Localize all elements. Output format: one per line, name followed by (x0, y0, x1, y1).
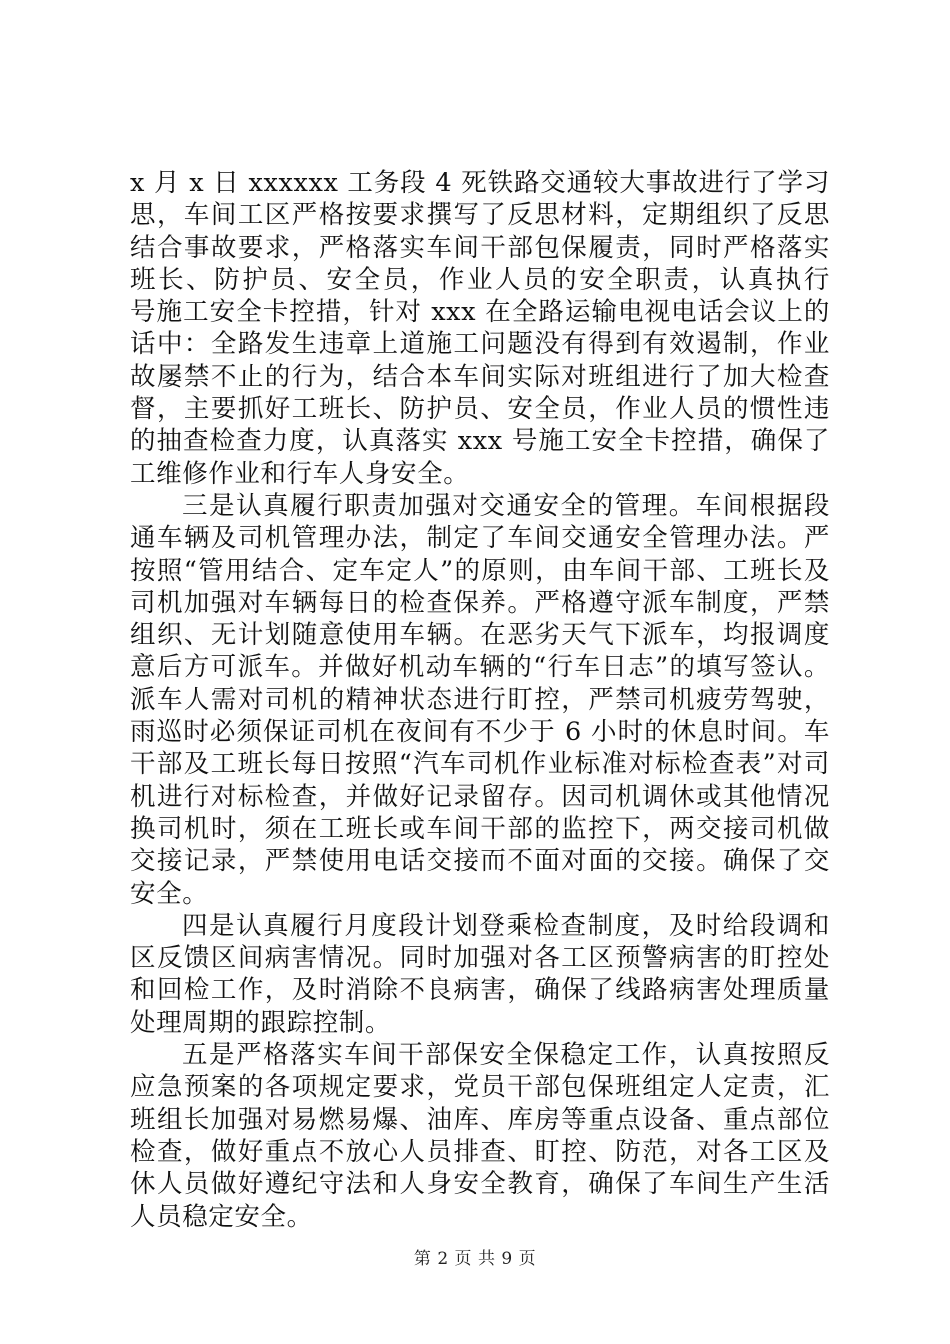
text-line: 的抽查检查力度，认真落实 xxx 号施工安全卡控措，确保了 (130, 426, 830, 457)
paragraph-2 (130, 490, 830, 910)
text-line: 休人员做好遵纪守法和人身安全教育，确保了车间生产生活 (130, 1169, 830, 1200)
text-line: 司机加强对车辆每日的检查保养。严格遵守派车制度，严禁 (130, 587, 830, 618)
page-number-footer: 第 2 页 共 9 页 (413, 1249, 537, 1269)
text-line: 工维修作业和行车人身安全。 (130, 458, 470, 489)
text-line: 机进行对标检查，并做好记录留存。因司机调休或其他情况 (130, 781, 830, 812)
text-line: 应急预案的各项规定要求，党员干部包保班组定人定责，汇 (130, 1072, 830, 1103)
text-line: 督，主要抓好工班长、防护员、安全员，作业人员的惯性违 (130, 394, 830, 425)
text-line: 雨巡时必须保证司机在夜间有不少于 6 小时的休息时间。车 (130, 717, 830, 748)
text-line: 话中：全路发生违章上道施工问题没有得到有效遏制，作业 (130, 329, 830, 360)
paragraph-4 (130, 1039, 830, 1233)
text-line: 派车人需对司机的精神状态进行盯控，严禁司机疲劳驾驶， (130, 684, 830, 715)
text-line: 组织、无计划随意使用车辆。在恶劣天气下派车，均报调度 (130, 620, 830, 651)
text-line: 按照“管用结合、定车定人”的原则，由车间干部、工班长及 (130, 555, 830, 586)
text-line: 五是严格落实车间干部保安全保稳定工作，认真按照反 (182, 1040, 830, 1071)
text-line: 故屡禁不止的行为，结合本车间实际对班组进行了加大检查 (130, 361, 830, 392)
text-line: 四是认真履行月度段计划登乘检查制度，及时给段调和 (182, 910, 830, 941)
text-line: 结合事故要求，严格落实车间干部包保履责，同时严格落实 (130, 232, 830, 263)
text-line: 和回检工作，及时消除不良病害，确保了线路病害处理质量 (130, 975, 830, 1006)
text-line: 三是认真履行职责加强对交通安全的管理。车间根据段 (182, 490, 830, 521)
text-line: 班长、防护员、安全员，作业人员的安全职责，认真执行 (130, 264, 830, 295)
paragraph-3 (130, 910, 830, 1039)
text-line: 处理周期的跟踪控制。 (130, 1007, 392, 1038)
text-line: 安全。 (130, 878, 209, 909)
text-line: 换司机时，须在工班长或车间干部的监控下，两交接司机做 (130, 813, 830, 844)
text-line: 号施工安全卡控措，针对 xxx 在全路运输电视电话会议上的 (130, 297, 830, 328)
document-body (130, 167, 830, 1233)
text-line: 检查，做好重点不放心人员排查、盯控、防范，对各工区及 (130, 1136, 830, 1167)
text-line: 意后方可派车。并做好机动车辆的“行车日志”的填写签认。 (130, 652, 830, 683)
text-line: 交接记录，严禁使用电话交接而不面对面的交接。确保了交 (130, 846, 830, 877)
text-line: 人员稳定安全。 (130, 1201, 313, 1232)
text-line: x 月 x 日 xxxxxx 工务段 4 死铁路交通较大事故进行了学习 (130, 168, 830, 198)
text-line: 通车辆及司机管理办法，制定了车间交通安全管理办法。严 (130, 523, 830, 554)
text-line: 思，车间工区严格按要求撰写了反思材料，定期组织了反思 (130, 200, 830, 231)
paragraph-1 (130, 167, 830, 490)
text-line: 班组长加强对易燃易爆、油库、库房等重点设备、重点部位 (130, 1104, 830, 1135)
text-line: 区反馈区间病害情况。同时加强对各工区预警病害的盯控处 (130, 943, 830, 974)
text-line: 干部及工班长每日按照“汽车司机作业标准对标检查表”对司 (130, 749, 830, 780)
